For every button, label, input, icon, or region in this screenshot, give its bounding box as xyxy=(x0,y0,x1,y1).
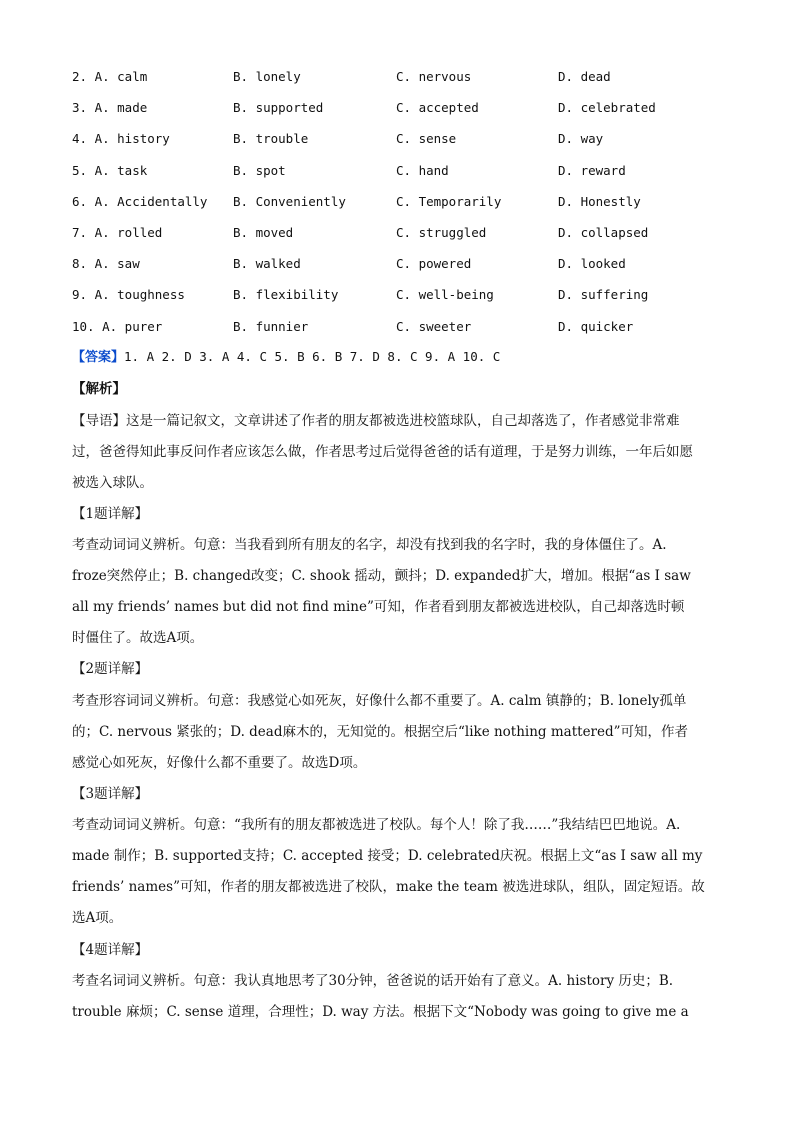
option-c: C. hand xyxy=(396,162,449,178)
detail-heading-2: 【2题详解】 xyxy=(72,661,149,677)
option-d: D. reward xyxy=(558,162,626,178)
detail-line: 考查动词词义辨析。句意：当我看到所有朋友的名字，却没有找到我的名字时，我的身体僵住了。A. xyxy=(72,537,667,553)
detail-paragraph-1 xyxy=(72,530,722,654)
detail-paragraph-3 xyxy=(72,810,722,934)
option-d: D. looked xyxy=(558,256,626,272)
detail-line: 的；C. nervous 紧张的；D. dead麻木的，无知觉的。根据空后“like nothing mattered”可知，作者 xyxy=(72,724,689,740)
detail-line: 时僵住了。故选A项。 xyxy=(72,630,204,646)
option-c: C. struggled xyxy=(396,225,487,240)
option-b: B. flexibility xyxy=(233,287,339,303)
detail-heading-4: 【4题详解】 xyxy=(72,942,149,958)
detail-heading-1: 【1题详解】 xyxy=(72,506,149,522)
option-a: 10. A. purer xyxy=(72,318,163,334)
option-a: 5. A. task xyxy=(72,162,148,178)
detail-line: all my friends’ names but did not find mine”可知，作者看到朋友都被选进校队，自己却落选时顿 xyxy=(72,599,685,615)
detail-line: trouble 麻烦；C. sense 道理，合理性；D. way 方法。根据下文“Nobody was going to give me a xyxy=(72,1004,689,1020)
option-a: 4. A. history xyxy=(72,131,170,147)
detail-paragraph-4 xyxy=(72,966,722,1028)
intro-line: 【导语】这是一篇记叙文，文章讲述了作者的朋友都被选进校篮球队，自己却落选了，作者感觉非常难 xyxy=(72,413,680,429)
option-d: D. dead xyxy=(558,69,611,84)
option-d: D. quicker xyxy=(558,318,634,334)
option-d: D. way xyxy=(558,131,604,147)
detail-line: 考查形容词词义辨析。句意：我感觉心如死灰，好像什么都不重要了。A. calm 镇静的；B. lonely孤单 xyxy=(72,693,687,709)
intro-paragraph xyxy=(72,406,722,499)
option-c: C. sweeter xyxy=(396,318,472,334)
option-c: C. nervous xyxy=(396,69,472,84)
option-a: 7. A. rolled xyxy=(72,225,163,240)
detail-paragraph-2 xyxy=(72,686,722,779)
detail-line: 考查动词词义辨析。句意：“我所有的朋友都被选进了校队。每个人！除了我……”我结结巴巴地说。A. xyxy=(72,817,681,833)
option-b: B. funnier xyxy=(233,318,309,334)
option-c: C. sense xyxy=(396,131,457,147)
detail-line: froze突然停止；B. changed改变；C. shook 摇动，颤抖；D. expanded扩大，增加。根据“as I saw xyxy=(72,568,691,584)
option-d: D. suffering xyxy=(558,287,649,303)
answer-text: 1. A 2. D 3. A 4. C 5. B 6. B 7. D 8. C 9. A 10. C xyxy=(124,349,501,364)
option-a: 6. A. Accidentally xyxy=(72,193,208,209)
option-a: 3. A. made xyxy=(72,100,148,116)
detail-line: 考查名词词义辨析。句意：我认真地思考了30分钟，爸爸说的话开始有了意义。A. history 历史；B. xyxy=(72,973,674,989)
option-b: B. walked xyxy=(233,256,301,272)
option-b: B. lonely xyxy=(233,69,301,84)
option-c: C. accepted xyxy=(396,100,479,116)
option-a: 2. A. calm xyxy=(72,69,148,84)
option-c: C. well-being xyxy=(396,287,494,303)
analysis-label: 【解析】 xyxy=(72,381,126,397)
option-d: D. Honestly xyxy=(558,193,641,209)
option-b: B. trouble xyxy=(233,131,309,147)
option-b: B. moved xyxy=(233,225,294,240)
answer-label: 【答案】 xyxy=(72,350,125,365)
detail-line: 感觉心如死灰，好像什么都不重要了。故选D项。 xyxy=(72,755,367,771)
option-b: B. supported xyxy=(233,100,324,116)
intro-line: 过，爸爸得知此事反问作者应该怎么做，作者思考过后觉得爸爸的话有道理，于是努力训练，一年后如愿 xyxy=(72,444,693,460)
option-a: 8. A. saw xyxy=(72,256,140,272)
option-c: C. Temporarily xyxy=(396,193,502,209)
detail-line: friends’ names”可知，作者的朋友都被选进了校队，make the team 被选进球队，组队，固定短语。故 xyxy=(72,879,705,895)
option-a: 9. A. toughness xyxy=(72,287,185,303)
option-c: C. powered xyxy=(396,256,472,272)
detail-heading-3: 【3题详解】 xyxy=(72,786,149,802)
option-d: D. collapsed xyxy=(558,225,649,240)
detail-line: made 制作；B. supported支持；C. accepted 接受；D. celebrated庆祝。根据上文“as I saw all my xyxy=(72,848,703,864)
answer-line xyxy=(72,346,500,369)
detail-line: 选A项。 xyxy=(72,910,123,926)
option-b: B. Conveniently xyxy=(233,193,346,209)
option-b: B. spot xyxy=(233,162,286,178)
option-d: D. celebrated xyxy=(558,100,656,116)
intro-line: 被选入球队。 xyxy=(72,475,153,491)
